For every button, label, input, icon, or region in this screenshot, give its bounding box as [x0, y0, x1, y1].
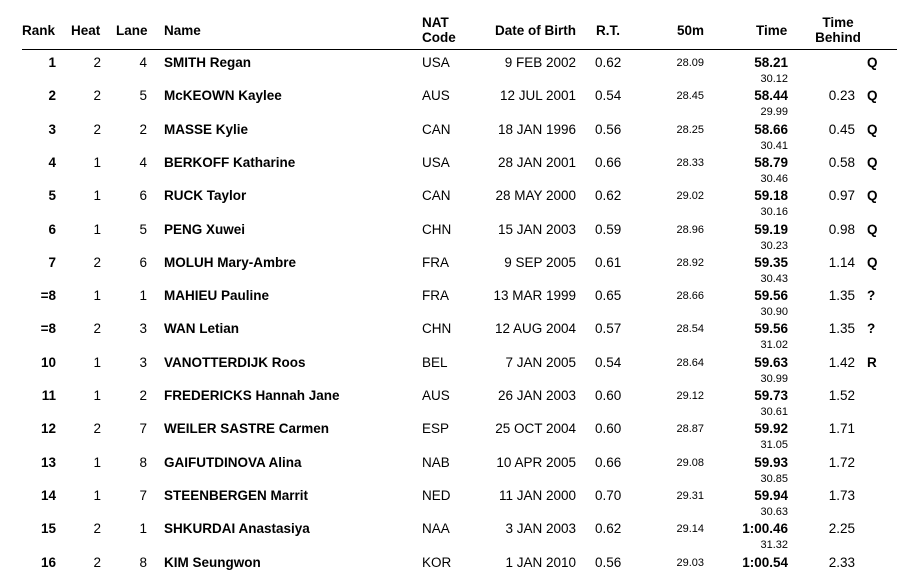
nat-code: KOR: [422, 554, 452, 570]
date-of-birth: 13 MAR 1999: [493, 288, 576, 304]
reaction-time: 0.66: [595, 454, 622, 470]
lane-cell: 7: [139, 421, 147, 437]
qualification-mark: Q: [867, 55, 878, 70]
reaction-time: 0.59: [595, 221, 622, 237]
reaction-time: 0.54: [595, 88, 622, 104]
time-behind: 0.97: [828, 188, 855, 204]
nat-code: USA: [422, 55, 450, 70]
reaction-time: 0.61: [595, 254, 622, 270]
table-row: [0, 485, 897, 518]
lane-cell: 3: [139, 354, 147, 370]
nat-code: CAN: [422, 121, 451, 137]
time-behind: 1.72: [828, 454, 855, 470]
table-row: [0, 52, 897, 85]
nat-code: CAN: [422, 188, 451, 204]
heat-cell: 2: [93, 55, 101, 70]
table-row: [0, 152, 897, 185]
table-row: [0, 252, 897, 285]
reaction-time: 0.66: [595, 154, 622, 170]
heat-cell: 1: [93, 221, 101, 237]
reaction-time: 0.56: [595, 121, 622, 137]
rank-cell: 5: [48, 188, 56, 204]
date-of-birth: 18 JAN 1996: [497, 121, 576, 137]
split-second-50m: 30.63: [760, 505, 788, 518]
final-time: 1:00.46: [742, 521, 788, 537]
time-behind: 1.42: [828, 354, 855, 370]
final-time: 59.73: [754, 388, 788, 403]
lane-cell: 6: [139, 188, 147, 204]
heat-cell: 2: [93, 321, 101, 337]
rank-cell: 12: [40, 421, 56, 437]
qualification-mark: Q: [867, 188, 878, 204]
qualification-mark: ?: [867, 321, 876, 337]
final-time: 59.56: [754, 288, 788, 304]
split-50m: 28.87: [676, 423, 704, 436]
rank-cell: 10: [40, 354, 56, 370]
date-of-birth: 25 OCT 2004: [495, 421, 576, 437]
split-50m: 29.12: [676, 390, 704, 402]
header-nat-line2: Code: [422, 30, 456, 45]
lane-cell: 7: [139, 487, 147, 503]
table-row: [0, 552, 897, 585]
swimmer-name: WAN Letian: [164, 321, 240, 337]
heat-cell: 2: [93, 521, 101, 537]
qualification-mark: R: [867, 354, 877, 370]
time-behind: 1.73: [828, 487, 855, 503]
date-of-birth: 1 JAN 2010: [505, 554, 576, 570]
split-50m: 28.09: [676, 57, 704, 69]
lane-cell: 8: [139, 454, 147, 470]
results-table-header: [0, 0, 897, 50]
date-of-birth: 11 JAN 2000: [498, 487, 576, 503]
split-second-50m: 30.16: [760, 206, 788, 219]
swimmer-name: SHKURDAI Anastasiya: [164, 521, 310, 537]
lane-cell: 3: [139, 321, 147, 337]
final-time: 58.44: [754, 88, 788, 104]
table-row: [0, 219, 897, 252]
date-of-birth: 3 JAN 2003: [505, 521, 576, 537]
split-second-50m: 31.32: [760, 539, 788, 552]
rank-cell: 16: [40, 554, 56, 570]
final-time: 59.56: [754, 321, 788, 337]
swimmer-name: VANOTTERDIJK Roos: [164, 354, 306, 370]
qualification-mark: Q: [867, 221, 878, 237]
lane-cell: 5: [139, 88, 147, 104]
split-50m: 28.66: [676, 290, 704, 303]
time-behind: 0.98: [828, 221, 855, 237]
nat-code: FRA: [422, 254, 449, 270]
nat-code: USA: [422, 154, 450, 170]
split-50m: 29.02: [676, 190, 704, 203]
time-behind: 1.35: [828, 288, 855, 304]
final-time: 59.35: [754, 254, 788, 270]
reaction-time: 0.56: [595, 554, 622, 570]
table-row: [0, 385, 897, 418]
qualification-mark: Q: [867, 154, 878, 170]
heat-cell: 2: [93, 254, 101, 270]
final-time: 59.93: [754, 454, 788, 470]
header-rank: Rank: [22, 23, 56, 38]
final-time: 58.79: [754, 154, 788, 170]
split-second-50m: 30.46: [760, 172, 788, 185]
heat-cell: 1: [93, 188, 101, 204]
table-row: [0, 185, 897, 218]
split-50m: 28.92: [676, 256, 704, 269]
time-behind: 0.23: [828, 88, 855, 104]
split-second-50m: 30.99: [760, 372, 788, 385]
nat-code: NAB: [422, 454, 450, 470]
swimmer-name: MASSE Kylie: [164, 121, 249, 137]
reaction-time: 0.60: [595, 388, 622, 403]
swimmer-name: MOLUH Mary-Ambre: [164, 254, 297, 270]
reaction-time: 0.62: [595, 521, 622, 537]
lane-cell: 5: [139, 221, 147, 237]
split-second-50m: 30.90: [760, 306, 788, 319]
heat-cell: 2: [93, 421, 101, 437]
rank-cell: 1: [48, 55, 56, 70]
heat-cell: 1: [93, 354, 101, 370]
lane-cell: 1: [139, 521, 147, 537]
date-of-birth: 9 SEP 2005: [504, 254, 576, 270]
final-time: 59.63: [754, 354, 788, 370]
nat-code: NAA: [422, 521, 450, 537]
time-behind: 1.14: [828, 254, 855, 270]
heat-cell: 2: [93, 554, 101, 570]
time-behind: 2.25: [828, 521, 855, 537]
split-second-50m: 31.02: [760, 339, 788, 352]
table-row: [0, 352, 897, 385]
lane-cell: 6: [139, 254, 147, 270]
date-of-birth: 9 FEB 2002: [504, 55, 576, 70]
heat-cell: 2: [93, 121, 101, 137]
heat-cell: 1: [93, 288, 101, 304]
swimmer-name: STEENBERGEN Marrit: [164, 487, 309, 503]
date-of-birth: 15 JAN 2003: [497, 221, 576, 237]
split-50m: 29.31: [676, 489, 704, 502]
rank-cell: 3: [48, 121, 56, 137]
header-lane: Lane: [116, 23, 148, 38]
date-of-birth: 28 JAN 2001: [497, 154, 576, 170]
nat-code: BEL: [422, 354, 448, 370]
lane-cell: 2: [139, 388, 147, 403]
nat-code: FRA: [422, 288, 449, 304]
reaction-time: 0.54: [595, 354, 622, 370]
rank-cell: 2: [48, 88, 56, 104]
swimmer-name: SMITH Regan: [164, 55, 252, 70]
final-time: 59.92: [754, 421, 788, 437]
date-of-birth: 26 JAN 2003: [497, 388, 576, 403]
lane-cell: 8: [139, 554, 147, 570]
rank-cell: 13: [40, 454, 56, 470]
split-50m: 29.08: [676, 456, 704, 469]
time-behind: 0.58: [828, 154, 855, 170]
swimmer-name: PENG Xuwei: [164, 221, 246, 237]
split-50m: 29.03: [676, 556, 704, 569]
lane-cell: 4: [139, 55, 147, 70]
time-behind: 0.45: [828, 121, 855, 137]
rank-cell: =8: [40, 288, 56, 304]
final-time: 59.19: [754, 221, 788, 237]
split-50m: 28.64: [676, 356, 704, 369]
table-row: [0, 85, 897, 118]
date-of-birth: 10 APR 2005: [496, 454, 576, 470]
split-50m: 28.96: [676, 223, 704, 236]
split-second-50m: 29.99: [760, 106, 788, 119]
time-behind: 1.52: [828, 388, 855, 403]
rank-cell: 7: [48, 254, 56, 270]
split-50m: 28.33: [676, 156, 704, 169]
final-time: 1:00.54: [742, 554, 788, 570]
table-row: [0, 119, 897, 152]
heat-cell: 2: [93, 88, 101, 104]
swimmer-name: WEILER SASTRE Carmen: [164, 421, 330, 437]
final-time: 58.66: [754, 121, 788, 137]
header-nat-line1: NAT: [422, 15, 449, 30]
heat-cell: 1: [93, 388, 101, 403]
split-second-50m: 30.41: [760, 139, 788, 152]
swimmer-name: BERKOFF Katharine: [164, 154, 296, 170]
heat-cell: 1: [93, 154, 101, 170]
header-time-behind-line1: Time: [822, 15, 854, 30]
final-time: 59.94: [754, 487, 788, 503]
nat-code: CHN: [422, 221, 452, 237]
qualification-mark: Q: [867, 121, 878, 137]
reaction-time: 0.60: [595, 421, 622, 437]
final-time: 59.18: [754, 188, 788, 204]
table-row: [0, 285, 897, 318]
date-of-birth: 12 JUL 2001: [499, 88, 576, 104]
final-time: 58.21: [754, 55, 788, 70]
split-50m: 28.25: [676, 123, 704, 136]
reaction-time: 0.62: [595, 188, 622, 204]
heat-cell: 1: [93, 454, 101, 470]
header-time: Time: [756, 23, 788, 38]
swimmer-name: MAHIEU Pauline: [164, 288, 270, 304]
time-behind: 1.71: [828, 421, 855, 437]
split-50m: 28.54: [676, 323, 704, 336]
swimmer-name: KIM Seungwon: [164, 554, 261, 570]
lane-cell: 1: [139, 288, 147, 304]
header-date-of-birth: Date of Birth: [495, 23, 576, 38]
table-row: [0, 518, 897, 551]
split-50m: 28.45: [676, 90, 704, 103]
heat-cell: 1: [93, 487, 101, 503]
nat-code: AUS: [422, 88, 450, 104]
date-of-birth: 7 JAN 2005: [505, 354, 576, 370]
nat-code: NED: [422, 487, 451, 503]
header-50m-split: 50m: [677, 23, 705, 38]
lane-cell: 4: [139, 154, 147, 170]
nat-code: ESP: [422, 421, 450, 437]
rank-cell: 4: [48, 154, 56, 170]
split-second-50m: 30.43: [760, 272, 788, 285]
qualification-mark: Q: [867, 254, 878, 270]
split-second-50m: 30.23: [760, 239, 788, 252]
nat-code: CHN: [422, 321, 452, 337]
split-second-50m: 30.85: [760, 472, 788, 485]
header-name: Name: [164, 23, 201, 38]
table-row: [0, 318, 897, 351]
header-divider: [22, 49, 897, 50]
rank-cell: 11: [41, 388, 56, 403]
reaction-time: 0.70: [595, 487, 622, 503]
reaction-time: 0.57: [595, 321, 622, 337]
reaction-time: 0.62: [595, 55, 622, 70]
nat-code: AUS: [422, 388, 450, 403]
swimmer-name: FREDERICKS Hannah Jane: [164, 388, 340, 403]
lane-cell: 2: [139, 121, 147, 137]
qualification-mark: Q: [867, 88, 878, 104]
split-50m: 29.14: [676, 523, 704, 536]
split-second-50m: 30.61: [760, 406, 788, 418]
header-time-behind-line2: Behind: [815, 30, 861, 45]
rank-cell: =8: [40, 321, 56, 337]
swimmer-name: GAIFUTDINOVA Alina: [164, 454, 302, 470]
time-behind: 2.33: [828, 554, 855, 570]
swimmer-name: RUCK Taylor: [164, 188, 247, 204]
date-of-birth: 12 AUG 2004: [494, 321, 576, 337]
rank-cell: 14: [40, 487, 56, 503]
header-heat: Heat: [71, 23, 101, 38]
table-row: [0, 452, 897, 485]
table-row: [0, 418, 897, 451]
qualification-mark: ?: [867, 288, 876, 304]
split-second-50m: 31.05: [760, 439, 788, 452]
time-behind: 1.35: [828, 321, 855, 337]
rank-cell: 15: [40, 521, 56, 537]
reaction-time: 0.65: [595, 288, 622, 304]
swimmer-name: McKEOWN Kaylee: [164, 88, 282, 104]
header-reaction-time: R.T.: [596, 23, 621, 38]
split-second-50m: 30.12: [760, 73, 788, 85]
rank-cell: 6: [48, 221, 56, 237]
date-of-birth: 28 MAY 2000: [495, 188, 576, 204]
